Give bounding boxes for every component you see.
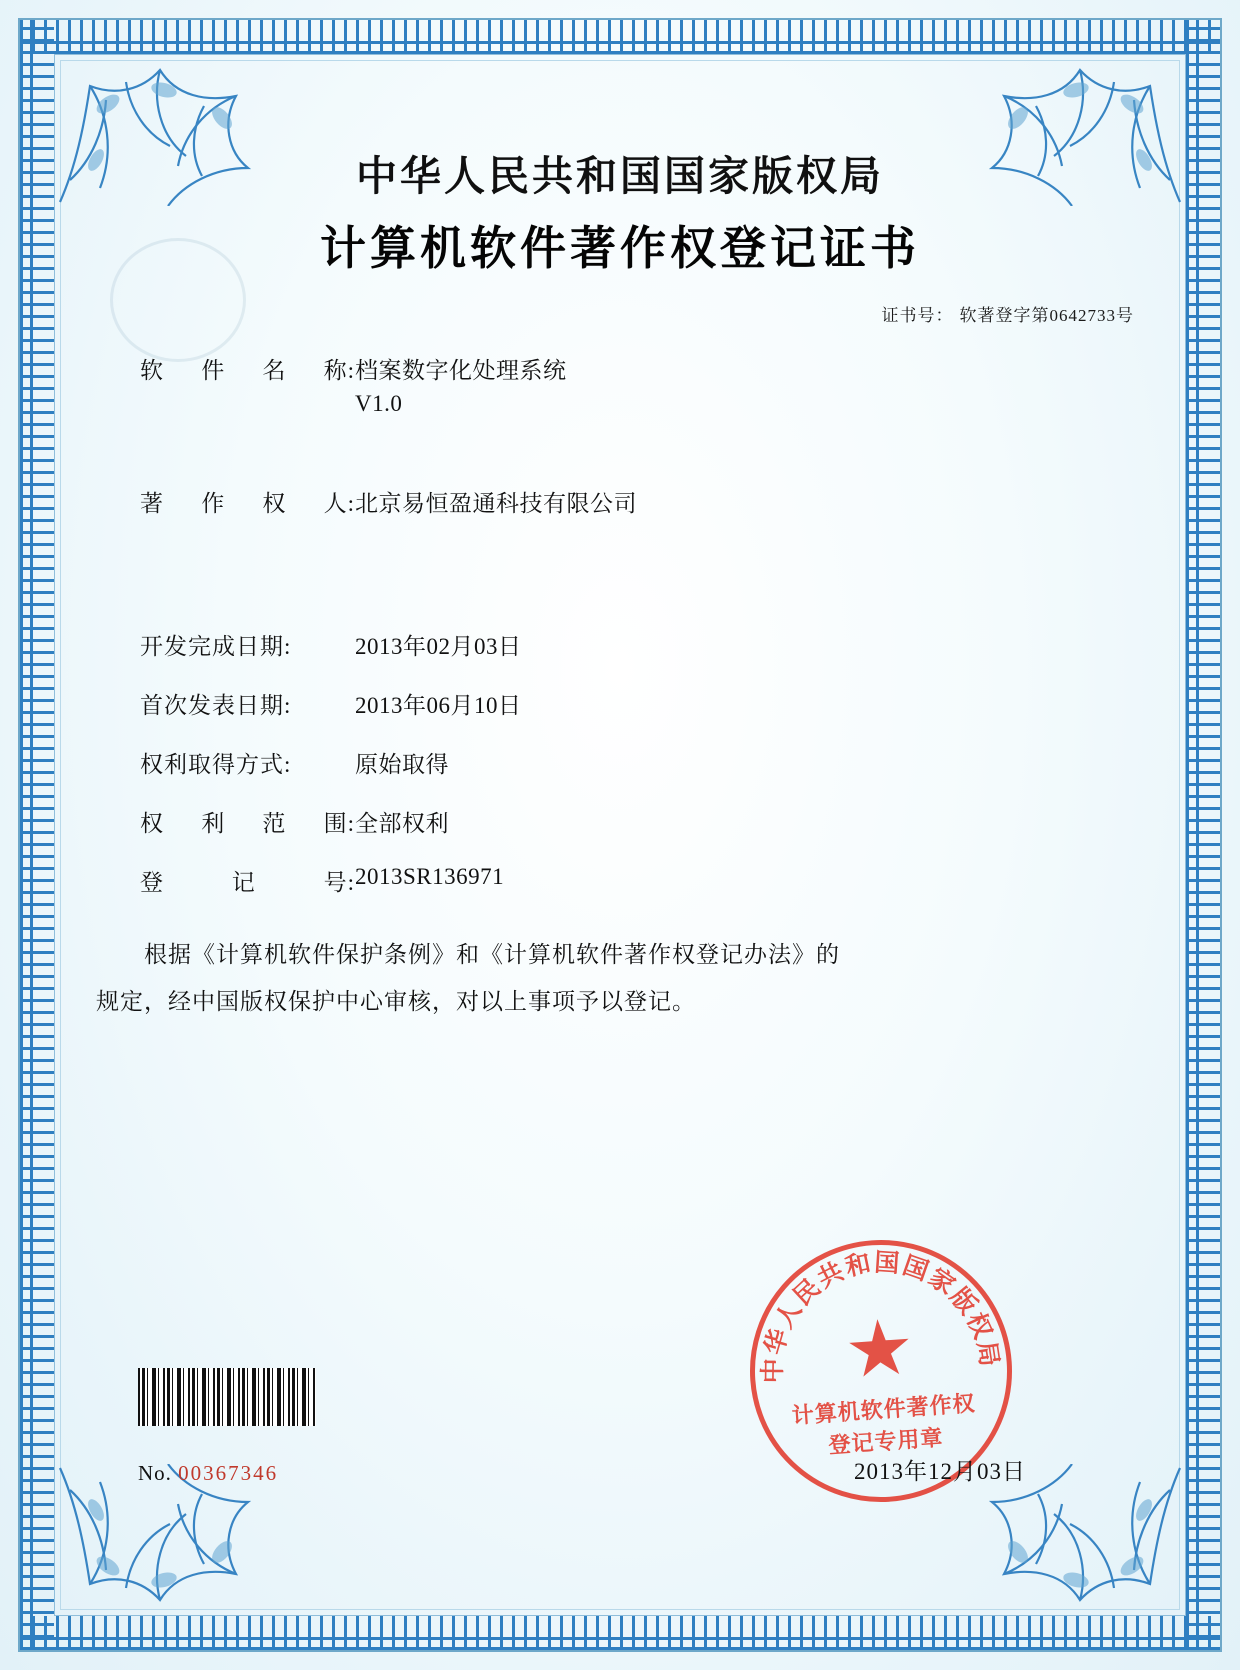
field-label-first-publication-date: 首次发表日期: — [140, 693, 292, 719]
legal-statement — [96, 931, 1144, 1025]
certificate-number-value: 软著登字第0642733号 — [959, 306, 1134, 326]
label-char: 软 — [140, 358, 164, 384]
label-char: 著 — [140, 491, 164, 517]
field-copyright-owner — [140, 485, 1144, 518]
label-char: 登 — [140, 870, 164, 896]
legal-statement-line2: 规定，经中国版权保护中心审核，对以上事项予以登记。 — [96, 989, 696, 1015]
software-name-text: 档案数字化处理系统 — [355, 358, 567, 384]
field-rights-scope — [140, 805, 1144, 838]
seal-line-1: 计算机软件著作权 — [791, 1390, 977, 1430]
field-software-name — [140, 352, 1144, 417]
field-value-development-date: 2013年02月03日 — [355, 634, 522, 660]
meander-border-right — [1186, 20, 1220, 1650]
serial-number-value: 00367346 — [178, 1461, 279, 1485]
certificate-number-label: 证书号： — [881, 306, 954, 326]
field-registration-number — [140, 864, 1144, 897]
barcode — [138, 1368, 316, 1426]
legal-statement-line1: 根据《计算机软件保护条例》和《计算机软件著作权登记办法》的 — [144, 942, 840, 968]
label-char: 作 — [201, 491, 226, 517]
field-label-registration-number — [140, 864, 355, 897]
field-value-rights-acquisition: 原始取得 — [355, 752, 449, 778]
field-first-publication-date — [140, 687, 1144, 720]
label-char: 件 — [201, 358, 226, 384]
label-char: 人: — [323, 491, 355, 517]
certificate-number — [96, 301, 1144, 326]
page-title: 计算机软件著作权登记证书 — [320, 221, 920, 276]
field-value-rights-scope: 全部权利 — [355, 811, 449, 837]
issue-date: 2013年12月03日 — [854, 1459, 1026, 1484]
field-label-copyright-owner — [140, 485, 355, 518]
field-list — [96, 352, 1144, 897]
label-char: 权 — [140, 811, 164, 837]
certificate-content — [96, 150, 1144, 1574]
label-char: 记 — [231, 870, 256, 896]
label-char: 号: — [323, 870, 355, 896]
meander-border-top — [20, 20, 1220, 54]
label-char: 利 — [201, 811, 226, 837]
field-label-rights-acquisition: 权利取得方式: — [140, 752, 292, 778]
meander-border-left — [20, 20, 54, 1650]
field-value-registration-number: 2013SR136971 — [355, 864, 505, 890]
serial-number-label: No. — [138, 1461, 172, 1485]
issuer-title: 中华人民共和国国家版权局 — [356, 152, 884, 200]
field-development-date — [140, 628, 1144, 661]
field-spacer — [140, 443, 1144, 485]
seal-line-2: 登记专用章 — [827, 1424, 945, 1459]
seal-ring-text-path: 中华人民共和国国家版权局 — [757, 1247, 1005, 1384]
meander-border-bottom — [20, 1616, 1220, 1650]
field-label-rights-scope — [140, 805, 355, 838]
software-version-text: V1.0 — [355, 391, 403, 417]
field-value-first-publication-date: 2013年06月10日 — [355, 693, 522, 719]
field-rights-acquisition — [140, 746, 1144, 779]
field-label-software-name — [140, 352, 355, 385]
label-char: 称: — [323, 358, 355, 384]
label-char: 权 — [262, 491, 287, 517]
serial-number — [138, 1461, 278, 1486]
field-value-copyright-owner: 北京易恒盈通科技有限公司 — [355, 491, 637, 517]
field-label-development-date: 开发完成日期: — [140, 634, 292, 660]
label-char: 名 — [262, 358, 287, 384]
field-spacer — [140, 586, 1144, 628]
field-spacer — [140, 544, 1144, 586]
label-char: 围: — [323, 811, 355, 837]
field-value-software-name — [355, 352, 1144, 417]
label-char: 范 — [262, 811, 287, 837]
